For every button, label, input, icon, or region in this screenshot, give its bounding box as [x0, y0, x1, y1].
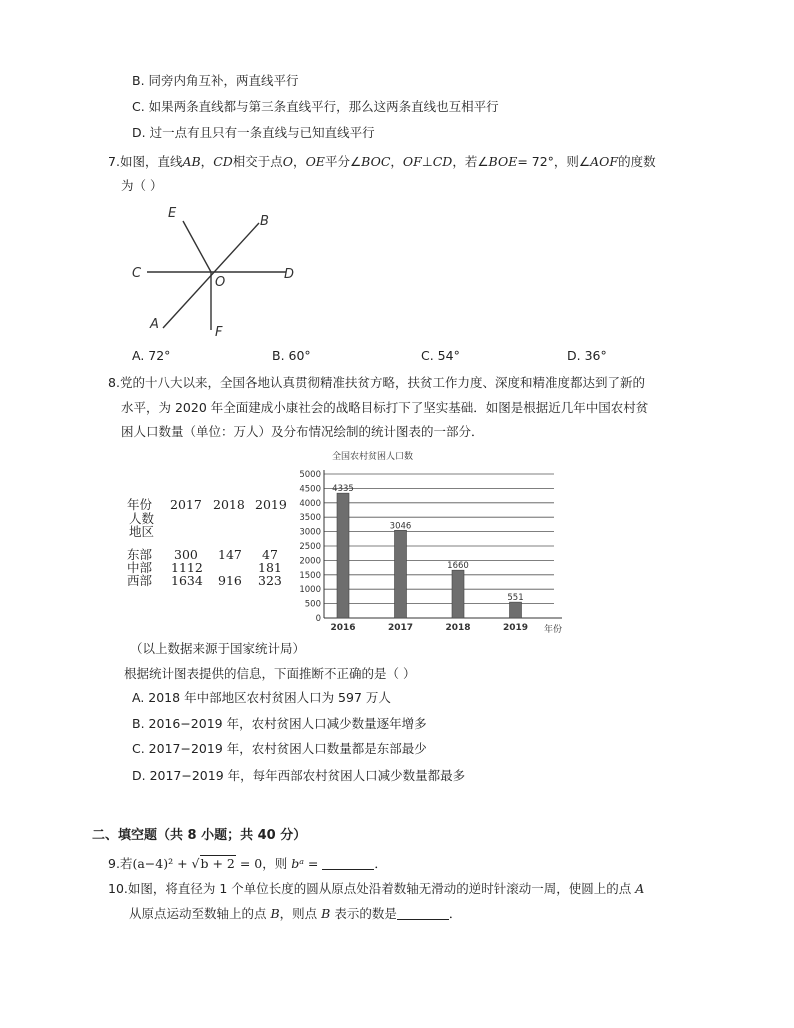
label-a: A [150, 317, 159, 332]
table-row: 西部 1634 916 323 [127, 573, 282, 588]
q8-number: 8. [108, 375, 120, 390]
label-c: C [132, 266, 142, 281]
q8-stem-line3: 困人口数量（单位：万人）及分布情况绘制的统计图表的一部分． [121, 424, 484, 439]
q6-option-d: D. 过一点有且只有一条直线与已知直线平行 [132, 125, 375, 140]
chart-xlabel: 年份 [544, 625, 563, 635]
q7-option-c: C. 54° [421, 348, 460, 363]
y-tick-label: 0 [315, 614, 321, 624]
q8-option-a: A. 2018 年中部地区农村贫困人口为 597 万人 [132, 690, 391, 705]
q8-stem-line2: 水平，为 2020 年全面建成小康社会的战略目标打下了坚实基础．如图是根据近几年中国农村贫 [121, 400, 649, 415]
table-corner-people: 人数 [129, 511, 155, 526]
y-tick-label: 1000 [299, 585, 321, 596]
y-tick-label: 1500 [299, 570, 321, 581]
label-d: D [284, 267, 295, 282]
q10-answer-blank [397, 905, 449, 920]
ray-oe [183, 221, 211, 272]
bar-2019 [510, 602, 522, 618]
q10-stem-line2: 从原点运动至数轴上的点 B，则点 B 表示的数是 ． [129, 906, 462, 921]
y-tick-label: 2500 [299, 542, 321, 552]
label-f: F [215, 325, 223, 340]
q10-number: 10. [108, 881, 128, 896]
bar-2016 [337, 493, 349, 618]
q7-angle-figure [120, 200, 320, 345]
y-tick-label: 2000 [299, 556, 321, 567]
chart-title: 全国农村贫困人口数 [332, 452, 414, 462]
table-row: 中部 1112 181 [127, 560, 282, 575]
y-tick-label: 5000 [299, 470, 321, 480]
y-tick-label: 3500 [299, 513, 321, 524]
table-corner-region: 地区 [129, 524, 155, 539]
q7-stem-line2: 为（ ） [121, 178, 163, 193]
section-2-title: 二、填空题（共 8 小题；共 40 分） [92, 828, 307, 843]
q8-stem-line1: 8.党的十八大以来，全国各地认真贯彻精准扶贫方略，扶贫工作力度、深度和精准度都达到了新的 [108, 375, 645, 390]
q8-option-c: C. 2017−2019 年，农村贫困人口数量都是东部最少 [132, 741, 427, 756]
data-label-2018: 1660 [447, 561, 469, 572]
data-label-2017: 3046 [389, 521, 412, 532]
q9-number: 9. [108, 856, 120, 871]
q7-number: 7. [108, 154, 120, 169]
q10-stem-line1: 10.如图，将直径为 1 个单位长度的圆从原点处沿着数轴无滑动的逆时针滚动一周，使圆上的点 A [108, 881, 645, 896]
q7-option-b: B. 60° [272, 348, 311, 363]
q7-option-a: A. 72° [132, 348, 171, 363]
q8-table [127, 498, 297, 587]
q9-answer-blank [322, 855, 374, 870]
table-row: 东部 300 147 47 [127, 547, 278, 562]
q8-option-d: D. 2017−2019 年，每年西部农村贫困人口减少数量都最多 [132, 768, 466, 783]
data-label-2016: 4335 [332, 484, 354, 495]
table-year-2017: 2017 [170, 497, 202, 512]
x-tick-label: 2018 [445, 623, 471, 633]
y-tick-label: 500 [304, 599, 321, 610]
x-tick-label: 2016 [330, 623, 356, 633]
y-tick-label: 4000 [299, 498, 321, 509]
x-tick-label: 2017 [387, 623, 414, 633]
table-year-2019: 2019 [255, 497, 287, 512]
q6-option-b: B. 同旁内角互补，两直线平行 [132, 73, 299, 88]
q8-prompt: 根据统计图表提供的信息，下面推断不正确的是（ ） [124, 666, 416, 681]
q7-stem: 7.如图，直线AB，CD相交于点O，OE平分∠BOC，OF⊥CD，若∠BOE= 72°，则∠AOF的度数 [108, 154, 656, 169]
q9-stem: 9.若(a−4)² + √b + 2 = 0，则 bᵃ = ． [108, 856, 387, 871]
label-b: B [260, 214, 269, 229]
x-tick-label: 2019 [502, 623, 529, 633]
q6-option-c: C. 如果两条直线都与第三条直线平行，那么这两条直线也互相平行 [132, 99, 499, 114]
bar-2018 [452, 570, 464, 618]
table-year-2018: 2018 [213, 497, 245, 512]
table-corner-year: 年份 [127, 497, 153, 512]
q8-option-b: B. 2016−2019 年，农村贫困人口减少数量逐年增多 [132, 716, 427, 731]
label-o: O [215, 275, 226, 290]
q7-option-d: D. 36° [567, 348, 607, 363]
data-label-2019: 551 [507, 593, 524, 604]
y-tick-label: 3000 [299, 527, 321, 538]
q8-source: （以上数据来源于国家统计局） [130, 641, 306, 656]
poverty-bar-chart [292, 448, 582, 638]
label-e: E [168, 206, 177, 221]
bar-2017 [395, 530, 407, 618]
y-tick-label: 4500 [299, 484, 321, 495]
